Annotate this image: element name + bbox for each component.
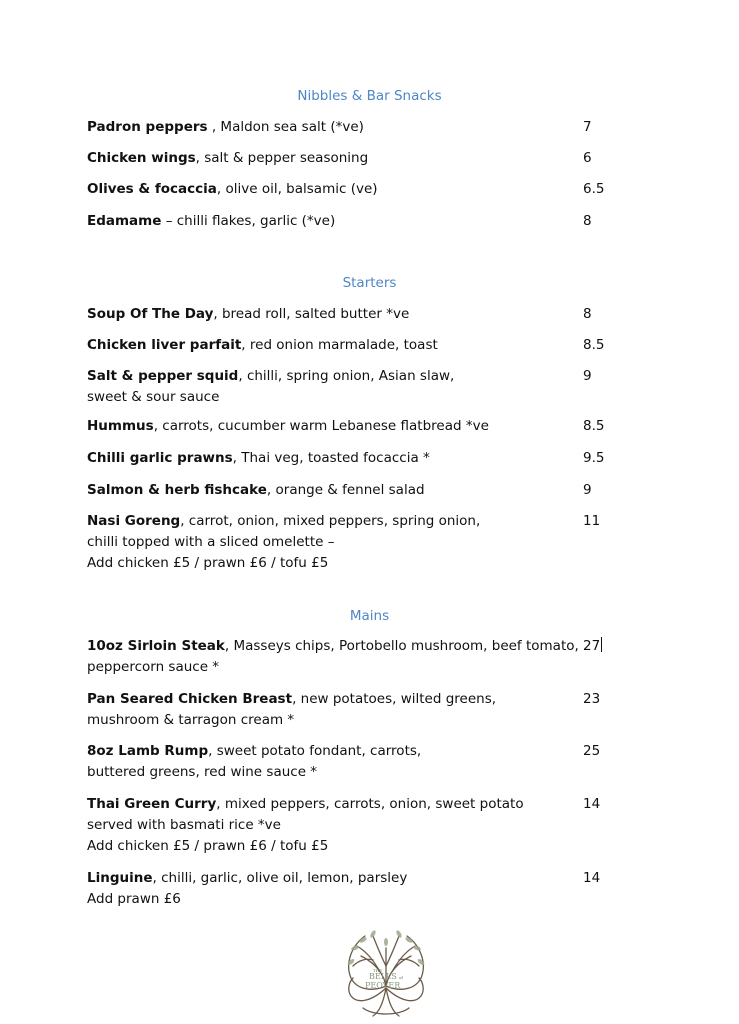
item-price: 8 xyxy=(583,213,592,229)
item-name: 8oz Lamb Rump xyxy=(87,743,209,759)
menu-item-salmon-herb-fishcake xyxy=(87,480,557,501)
item-price: 11 xyxy=(583,513,601,529)
item-name: Linguine xyxy=(87,870,153,886)
item-price: 23 xyxy=(583,691,601,707)
menu-item-sirloin-steak xyxy=(87,636,579,678)
menu-item-lamb-rump xyxy=(87,741,557,783)
svg-text:BELLS: BELLS xyxy=(369,972,397,981)
item-name: Soup Of The Day xyxy=(87,306,214,322)
item-description: , carrot, onion, mixed peppers, spring onion, xyxy=(180,513,481,529)
item-price: 9.5 xyxy=(583,450,605,466)
item-name: Thai Green Curry xyxy=(87,796,217,812)
item-addon-line: Add chicken £5 / prawn £6 / tofu £5 xyxy=(87,555,329,571)
menu-item-salt-pepper-squid xyxy=(87,366,557,408)
item-description: , Thai veg, toasted focaccia * xyxy=(232,450,430,466)
item-name: Chilli garlic prawns xyxy=(87,450,233,466)
menu-item-linguine xyxy=(87,868,557,910)
section-heading-nibbles: Nibbles & Bar Snacks xyxy=(297,88,442,104)
item-description-line: peppercorn sauce * xyxy=(87,659,220,675)
item-price: 8.5 xyxy=(583,337,605,353)
menu-item-hummus xyxy=(87,416,557,437)
item-name: Edamame xyxy=(87,213,162,229)
svg-text:of: of xyxy=(399,975,403,980)
item-addon-line: Add chicken £5 / prawn £6 / tofu £5 xyxy=(87,838,329,854)
item-description: – chilli flakes, garlic (*ve) xyxy=(161,213,336,229)
item-name: Chicken wings xyxy=(87,150,196,166)
tree-logo-icon xyxy=(343,926,429,1020)
item-addon-line: Add prawn £6 xyxy=(87,891,181,907)
item-description-line: mushroom & tarragon cream * xyxy=(87,712,295,728)
menu-item-chilli-garlic-prawns xyxy=(87,448,557,469)
item-price: 27 xyxy=(583,638,601,654)
svg-text:PEOVER: PEOVER xyxy=(365,981,401,990)
text-cursor xyxy=(601,637,602,652)
item-price-wrapper xyxy=(583,636,602,657)
item-name: Hummus xyxy=(87,418,154,434)
item-description-line: buttered greens, red wine sauce * xyxy=(87,764,318,780)
item-price: 14 xyxy=(583,796,601,812)
item-price: 6.5 xyxy=(583,181,605,197)
item-description: , chilli, garlic, olive oil, lemon, parsley xyxy=(152,870,408,886)
menu-item-edamame xyxy=(87,211,557,232)
section-heading-mains: Mains xyxy=(349,608,390,624)
item-name: Pan Seared Chicken Breast xyxy=(87,691,293,707)
item-description: , sweet potato fondant, carrots, xyxy=(208,743,422,759)
item-name: Padron peppers xyxy=(87,119,208,135)
item-name: Salt & pepper squid xyxy=(87,368,239,384)
menu-item-nasi-goreng xyxy=(87,511,557,574)
item-description: , bread roll, salted butter *ve xyxy=(213,306,410,322)
item-description: , red onion marmalade, toast xyxy=(241,337,438,353)
item-price: 7 xyxy=(583,119,592,135)
item-name: Salmon & herb fishcake xyxy=(87,482,267,498)
item-description: , Maldon sea salt (*ve) xyxy=(207,119,364,135)
menu-item-olives-focaccia xyxy=(87,179,557,200)
item-description: , orange & fennel salad xyxy=(266,482,425,498)
menu-item-soup-of-the-day xyxy=(87,304,557,325)
item-price: 8.5 xyxy=(583,418,605,434)
svg-text:THE: THE xyxy=(373,968,383,973)
item-description: , Masseys chips, Portobello mushroom, beef tomato, xyxy=(224,638,579,654)
item-name: Nasi Goreng xyxy=(87,513,181,529)
item-description: , mixed peppers, carrots, onion, sweet potato xyxy=(216,796,524,812)
menu-item-chicken-wings xyxy=(87,148,557,169)
item-description-line: chilli topped with a sliced omelette – xyxy=(87,534,335,550)
item-price: 6 xyxy=(583,150,592,166)
menu-item-chicken-liver-parfait xyxy=(87,335,557,356)
item-price: 9 xyxy=(583,482,592,498)
item-name: 10oz Sirloin Steak xyxy=(87,638,225,654)
item-description: , chilli, spring onion, Asian slaw, xyxy=(238,368,455,384)
item-price: 8 xyxy=(583,306,592,322)
item-price: 14 xyxy=(583,870,601,886)
item-description: , olive oil, balsamic (ve) xyxy=(216,181,378,197)
item-description-line: sweet & sour sauce xyxy=(87,389,220,405)
menu-item-padron-peppers xyxy=(87,117,557,138)
bells-of-peover-logo xyxy=(343,926,429,1020)
item-name: Olives & focaccia xyxy=(87,181,217,197)
item-description: , salt & pepper seasoning xyxy=(195,150,369,166)
item-price: 9 xyxy=(583,368,592,384)
section-heading-starters: Starters xyxy=(342,275,397,291)
item-name: Chicken liver parfait xyxy=(87,337,242,353)
item-description: , new potatoes, wilted greens, xyxy=(292,691,497,707)
item-description: , carrots, cucumber warm Lebanese flatbread *ve xyxy=(153,418,489,434)
menu-item-thai-green-curry xyxy=(87,794,557,857)
item-description-line: served with basmati rice *ve xyxy=(87,817,281,833)
item-price: 25 xyxy=(583,743,601,759)
menu-item-chicken-breast xyxy=(87,689,557,731)
